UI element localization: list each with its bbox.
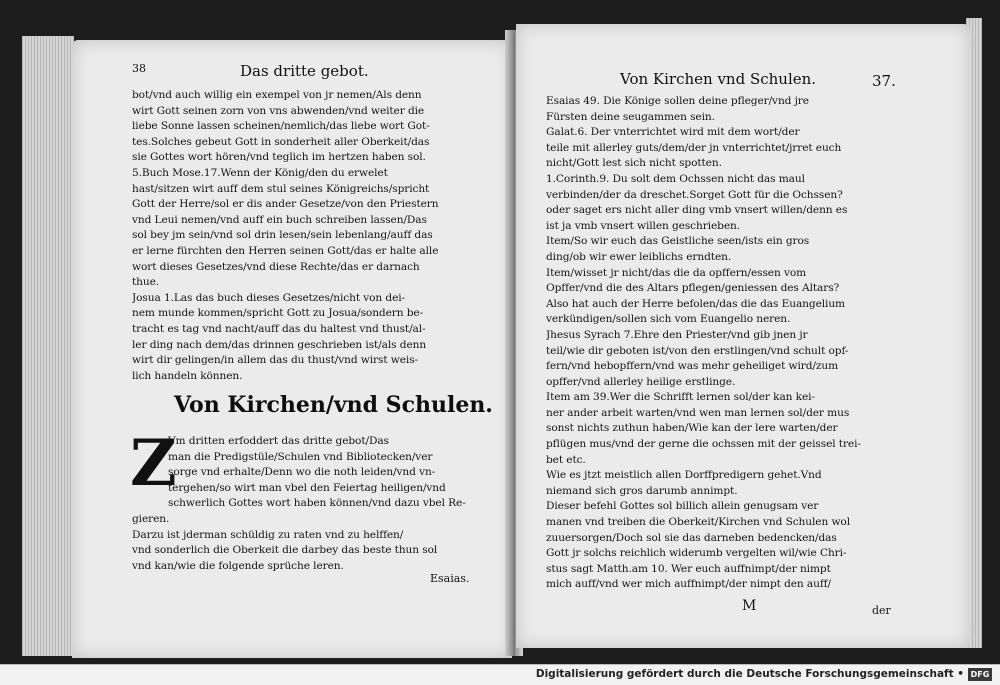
- text-line: Esaias 49. Die Könige sollen deine pfleger/vnd jre: [546, 95, 809, 107]
- text-line: tracht es tag vnd nacht/auff das du haltest vnd thust/al-: [132, 322, 426, 335]
- text-line: Galat.6. Der vnterrichtet wird mit dem wort/der: [546, 126, 800, 139]
- text-line: sol bey jm sein/vnd sol drin lesen/sein lebenlang/auff das: [132, 229, 433, 242]
- text-line: liebe Sonne lassen scheinen/nemlich/das liebe wort Got-: [132, 120, 430, 133]
- text-line: Vm dritten erfoddert das dritte gebot/Das: [168, 435, 389, 447]
- text-line: vnd sonderlich die Oberkeit die darbey das beste thun sol: [132, 544, 438, 557]
- dropcap-initial: Z: [130, 426, 177, 501]
- text-line: stus sagt Matth.am 10. Wer euch auffnimpt/der nimpt: [546, 562, 831, 575]
- left-page-edges: [22, 36, 74, 656]
- text-line: mich auff/vnd wer mich auffnimpt/der nimpt den auff/: [546, 578, 831, 591]
- text-line: nem munde kommen/spricht Gott zu Josua/sondern be-: [132, 307, 424, 320]
- text-line: Fürsten deine seugammen sein.: [546, 110, 715, 123]
- text-line: ist ja vmb vnsert willen geschrieben.: [546, 219, 740, 232]
- text-line: hast/sitzen wirt auff dem stul seines Königreichs/spricht: [132, 182, 430, 195]
- text-line: schwerlich Gottes wort haben können/vnd dazu vbel Re-: [168, 497, 466, 510]
- text-line: oder saget ers nicht aller ding vmb vnsert willen/denn es: [546, 204, 848, 217]
- text-line: Opffer/vnd die des Altars pflegen/geniessen des Altars?: [546, 282, 840, 295]
- text-line: bet etc.: [546, 453, 586, 466]
- text-line: Item/So wir euch das Geistliche seen/ists ein gros: [546, 235, 810, 248]
- text-line: thue.: [132, 276, 160, 289]
- text-line: pflügen mus/vnd der gerne die ochssen mit der geissel trei-: [546, 438, 861, 451]
- text-line: er lerne fürchten den Herren seinen Gott/das er halte alle: [132, 244, 439, 257]
- text-line: zuuersorgen/Doch sol sie das darneben bedencken/das: [546, 531, 837, 544]
- right-page-number: 37.: [872, 72, 896, 90]
- text-line: nicht/Gott lest sich nicht spotten.: [546, 157, 722, 170]
- text-line: Item/wisset jr nicht/das die da opffern/essen vom: [546, 266, 807, 279]
- text-line: teil/wie dir geboten ist/von den erstlingen/vnd schult opf-: [546, 344, 849, 357]
- text-line: Gott jr solchs reichlich widerumb vergelten wil/wie Chri-: [546, 547, 847, 560]
- text-line: lich handeln können.: [132, 369, 243, 382]
- text-line: Darzu ist jderman schüldig zu raten vnd zu helffen/: [132, 528, 404, 541]
- right-page: [516, 24, 970, 648]
- left-body-text: [132, 88, 492, 384]
- text-line: niemand sich gros darumb annimpt.: [546, 484, 738, 497]
- text-line: vnd kan/wie die folgende sprüche leren.: [132, 559, 344, 572]
- text-line: Also hat auch der Herre befolen/das die das Euangelium: [546, 297, 846, 310]
- text-line: verkündigen/sollen sich vom Euangelio neren.: [546, 313, 791, 326]
- digitization-footer: [0, 664, 1000, 685]
- text-line: manen vnd treiben die Oberkeit/Kirchen vnd Schulen wol: [546, 516, 850, 529]
- text-line: vnd Leui nemen/vnd auff ein buch schreiben lassen/Das: [132, 213, 427, 226]
- text-line: Wie es jtzt meistlich allen Dorffpredigern gehet.Vnd: [546, 469, 822, 482]
- text-line: ding/ob wir ewer leiblichs erndten.: [546, 250, 732, 263]
- text-line: man die Predigstüle/Schulen vnd Bibliotecken/ver: [168, 450, 433, 463]
- text-line: Gott der Herre/sol er dis ander Gesetze/von den Priestern: [132, 198, 439, 211]
- text-line: verbinden/der da dreschet.Sorget Gott für die Ochssen?: [546, 188, 843, 201]
- text-line: gieren.: [132, 512, 170, 525]
- left-running-header: Das dritte gebot.: [240, 62, 369, 80]
- text-line: tes.Solches gebeut Gott in sonderheit aller Oberkeit/das: [132, 135, 430, 148]
- text-line: sonst nichts zuthun haben/Wie kan der lere warten/der: [546, 422, 838, 435]
- text-line: Jhesus Syrach 7.Ehre den Priester/vnd gib jnen jr: [546, 328, 808, 341]
- left-page-mark: 38: [132, 62, 146, 75]
- text-line: 5.Buch Mose.17.Wenn der König/den du erwelet: [132, 166, 388, 179]
- text-line: sorge vnd erhalte/Denn wo die noth leiden/vnd vn-: [168, 466, 436, 479]
- dfg-logo-icon: DFG: [968, 668, 992, 681]
- text-line: Dieser befehl Gottes sol billich allein genugsam ver: [546, 500, 819, 513]
- text-line: ner ander arbeit warten/vnd wen man lernen sol/der mus: [546, 406, 850, 419]
- right-body-text: [546, 94, 926, 593]
- text-line: wort dieses Gesetzes/vnd diese Rechte/das er darnach: [132, 260, 420, 273]
- text-line: wirt dir gelingen/in allem das du thust/vnd wirst weis-: [132, 354, 419, 367]
- text-line: 1.Corinth.9. Du solt dem Ochssen nicht das maul: [546, 172, 805, 185]
- section-body-text: [130, 426, 492, 574]
- text-line: Josua 1.Las das buch dieses Gesetzes/nicht von dei-: [132, 291, 406, 304]
- text-line: bot/vnd auch willig ein exempel von jr nemen/Als denn: [132, 89, 422, 101]
- text-line: Item am 39.Wer die Schrifft lernen sol/der kan kei-: [546, 391, 815, 404]
- text-line: ler ding nach dem/das drinnen geschrieben ist/als denn: [132, 338, 427, 351]
- text-line: sie Gottes wort hören/vnd teglich im hertzen haben sol.: [132, 151, 426, 164]
- text-line: teile mit allerley guts/dem/der jn vnterrichtet/jrret euch: [546, 141, 842, 154]
- signature-mark: M: [742, 598, 757, 614]
- left-catchword: Esaias.: [430, 572, 470, 585]
- right-catchword: der: [872, 604, 891, 617]
- text-line: tergehen/so wirt man vbel den Feiertag heiligen/vnd: [168, 481, 446, 494]
- section-heading: Von Kirchen/vnd Schulen.: [174, 392, 493, 418]
- text-line: opffer/vnd allerley heilige erstlinge.: [546, 375, 736, 388]
- text-line: fern/vnd hebopffern/vnd was mehr geheiliget wird/zum: [546, 360, 839, 373]
- right-running-header: Von Kirchen vnd Schulen.: [620, 70, 817, 88]
- funding-notice: Digitalisierung gefördert durch die Deutsche Forschungsgemeinschaft •: [535, 668, 964, 680]
- text-line: wirt Gott seinen zorn von vns abwenden/vnd weiter die: [132, 104, 425, 117]
- left-page: [72, 40, 512, 658]
